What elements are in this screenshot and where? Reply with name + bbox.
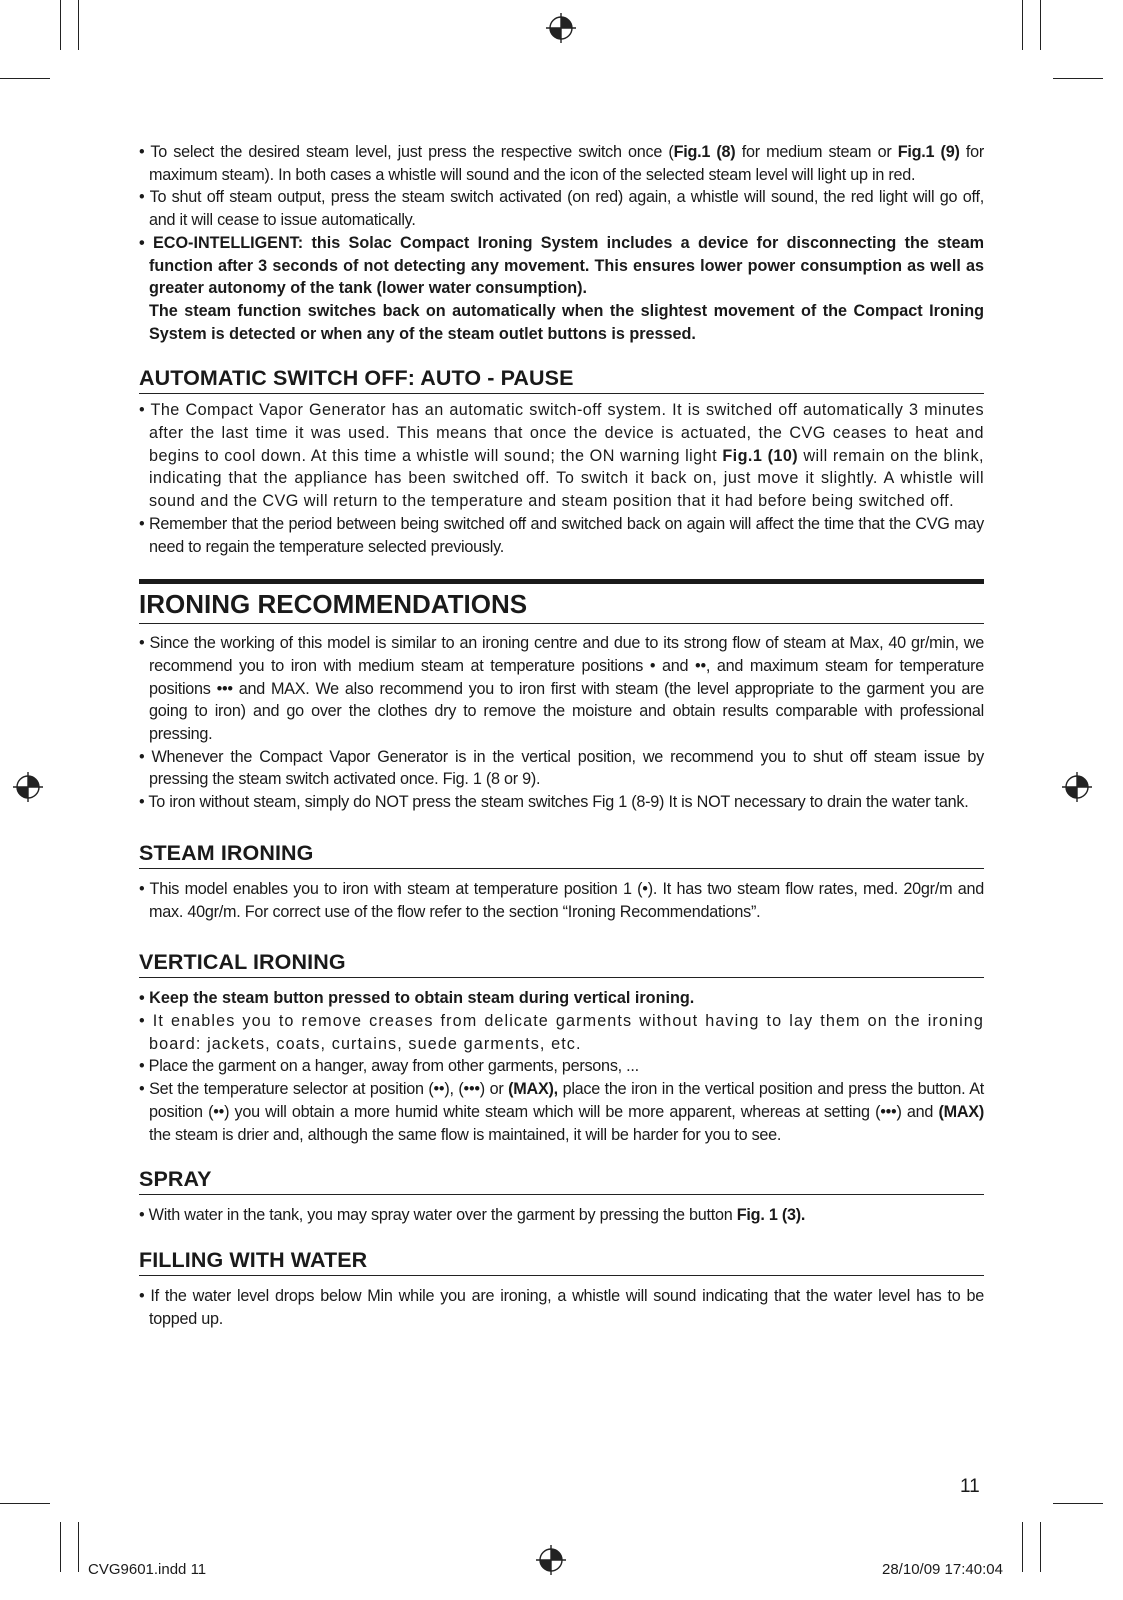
registration-mark-icon — [1060, 770, 1094, 804]
section-title-spray: SPRAY — [139, 1165, 984, 1195]
crop-mark — [1022, 1522, 1023, 1572]
crop-mark — [1022, 0, 1023, 50]
bullet-shut-off-steam: • To shut off steam output, press the steam switch activated (on red) again, a whistle will sound, the red light will go off, and it will cease to issue automatically. — [139, 188, 984, 230]
bullet-temperature-selector: • Set the temperature selector at position (••), (•••) or (MAX), place the iron in the vertical position and press the button. At position (••) you will obtain a more humid white steam which will be more apparent, whereas at setting (•••) and (MAX) the steam is drier and, although the same flow is maintained, it will be harder for you to see. — [139, 1080, 984, 1144]
bullet-recommendation-steam: • Since the working of this model is similar to an ironing centre and due to its strong flow of steam at Max, 40 gr/min, we recommend you to iron with medium steam at temperature positions • and ••, and maximum steam for temperature positions ••• and MAX. We also recommend you to iron first with steam (the level appropriate to the garment you are going to iron) and go over the clothes dry to remove the moisture and obtain results comparable with professional pressing. — [139, 634, 984, 744]
crop-mark — [1040, 1522, 1041, 1572]
crop-mark — [78, 0, 79, 50]
page-content — [139, 141, 984, 1330]
registration-mark-icon — [11, 770, 45, 804]
bullet-spray: • With water in the tank, you may spray water over the garment by pressing the button Fig. 1 (3). — [139, 1206, 806, 1225]
crop-mark — [1040, 0, 1041, 50]
section-title-auto-off: AUTOMATIC SWITCH OFF: AUTO - PAUSE — [139, 364, 984, 394]
bullet-recommendation-no-steam: • To iron without steam, simply do NOT press the steam switches Fig 1 (8-9) It is NOT necessary to drain the water tank. — [139, 793, 969, 812]
registration-mark-icon — [534, 1543, 568, 1577]
bullet-eco-intelligent: • ECO-INTELLIGENT: this Solac Compact Ironing System includes a device for disconnecting the steam function after 3 seconds of not detecting any movement. This ensures lower power consumption as well as greater autonomy of the tank (lower water consumption). — [139, 233, 984, 298]
crop-mark — [60, 0, 61, 50]
bullet-remove-creases: • It enables you to remove creases from delicate garments without having to lay them on the ironing board: jackets, coats, curtains, suede garments, etc. — [139, 1011, 984, 1053]
page-number: 11 — [960, 1476, 980, 1497]
bullet-auto-off-system: • The Compact Vapor Generator has an automatic switch-off system. It is switched off automatically 3 minutes after the last time it was used. This means that once the device is actuated, the CVG ceases to heat and begins to cool down. At this time a whistle will sound; the ON warning light Fig.1 (10) will remain on the blink, indicating that the appliance has been switched off. To switch it back on, just move it slightly. A whistle will sound and the CVG will return to the temperature and steam position that it had before being switched off. — [139, 401, 984, 511]
eco-intelligent-continuation: The steam function switches back on automatically when the slightest movement of the Compact Ironing System is detected or when any of the steam outlet buttons is pressed. — [149, 301, 984, 343]
bullet-hanger: • Place the garment on a hanger, away from other garments, persons, ... — [139, 1057, 639, 1076]
footer-date: 28/10/09 17:40:04 — [882, 1561, 1003, 1578]
crop-mark — [1053, 78, 1103, 79]
crop-mark — [0, 1503, 50, 1504]
section-title-filling: FILLING WITH WATER — [139, 1246, 984, 1276]
footer-file: CVG9601.indd 11 — [88, 1561, 207, 1578]
bullet-steam-ironing: • This model enables you to iron with steam at temperature position 1 (•). It has two steam flow rates, med. 20gr/m and max. 40gr/m. For correct use of the flow refer to the section “Ironing Recommendations”. — [139, 879, 984, 921]
section-title-vertical-ironing: VERTICAL IRONING — [139, 948, 984, 978]
crop-mark — [60, 1522, 61, 1572]
bullet-switch-back-time: • Remember that the period between being switched off and switched back on again will affect the time that the CVG may need to regain the temperature selected previously. — [139, 514, 984, 556]
crop-mark — [0, 78, 50, 79]
section-title-recommendations: IRONING RECOMMENDATIONS — [139, 586, 984, 624]
crop-mark — [1053, 1503, 1103, 1504]
crop-mark — [78, 1522, 79, 1572]
bullet-keep-button-pressed: • Keep the steam button pressed to obtain steam during vertical ironing. — [139, 989, 695, 1008]
bullet-steam-level: • To select the desired steam level, just press the respective switch once (Fig.1 (8) for medium steam or Fig.1 (9) for maximum steam). In both cases a whistle will sound and the icon of the selected steam level will light up in red. — [139, 143, 985, 184]
section-title-steam-ironing: STEAM IRONING — [139, 839, 984, 869]
bullet-filling: • If the water level drops below Min while you are ironing, a whistle will sound indicating that the water level has to be topped up. — [139, 1286, 984, 1328]
bullet-recommendation-vertical: • Whenever the Compact Vapor Generator is in the vertical position, we recommend you to shut off steam issue by pressing the steam switch activated once. Fig. 1 (8 or 9). — [139, 747, 984, 789]
registration-mark-icon — [544, 11, 578, 45]
major-divider — [139, 579, 984, 584]
